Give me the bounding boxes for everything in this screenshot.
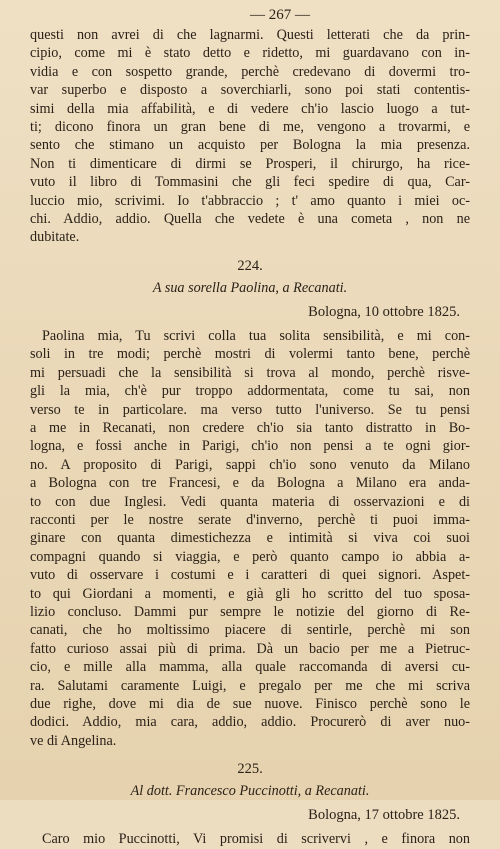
letter-number-225: 225. — [237, 761, 263, 778]
text-line: vuto di osservare i costumi e i caratteri di quei signori. Aspet- — [30, 567, 470, 584]
text-line: luccio mio, scrivimi. Io t'abbraccio ; t' amo quanto i miei oc- — [30, 192, 470, 209]
text-line: ti; dicono finora un gran bene di me, vengono a trovarmi, e — [30, 119, 470, 136]
letter-date-224: Bologna, 10 ottobre 1825. — [308, 303, 460, 320]
text-line: cipio, come mi è stato detto e ridetto, mi guardavano con in- — [30, 45, 470, 62]
text-line: sento che stimano un acquisto per Bologna la mia presenza. — [30, 137, 470, 154]
text-line: cio, e mille alla mamma, alla quale raccomanda di aversi cu- — [30, 659, 470, 676]
text-line: var superbo e disposto a soverchiarli, sono poi stati contentis- — [30, 82, 470, 99]
text-line: racconti per le nostre serate d'inverno, perchè ti puoi imma- — [30, 511, 470, 528]
text-line: logna, e fossi anche in Parigi, ch'io non pensi a te ogni gior- — [30, 438, 470, 455]
text-line: vuto il libro di Tommasini che gli feci spedire di qua, Car- — [30, 174, 470, 191]
text-line: questi non avrei di che lagnarmi. Questi letterati che da prin- — [30, 27, 470, 43]
letter-body-224 — [30, 327, 470, 750]
letter-address-225: Al dott. Francesco Puccinotti, a Recanati. — [130, 783, 370, 800]
text-line: a me in Recanati, non credere ch'io sia tanto distratto in Bo- — [30, 419, 470, 436]
letter-date-225: Bologna, 17 ottobre 1825. — [308, 807, 460, 824]
text-line: ginare con quanta dimestichezza e intimità si viva coi suoi — [30, 530, 470, 547]
letter-continuation-text — [30, 26, 470, 247]
text-line: mi persuadi che la sensibilità si trova al mondo, perchè risve- — [30, 364, 470, 381]
text-line: to qui Giordani a momenti, e già gli ho scritto del tuo sposa- — [30, 585, 470, 602]
text-line: chi. Addio, addio. Quella che vedete è una cometa , non ne — [30, 211, 470, 228]
text-line: canati, che ho moltissimo piacere di sentirle, perchè mi son — [30, 622, 470, 639]
text-line: a Bologna con tre Francesi, e da Bologna a Milano era anda- — [30, 475, 470, 492]
text-line: dodici. Addio, mia cara, addio, addio. Procurerò di aver nuo- — [30, 714, 470, 731]
text-line: ra. Salutami caramente Luigi, e pregalo per me che mi scriva — [30, 677, 470, 694]
text-line: fatto curioso assai più di prima. Dà un bacio per me a Pietruc- — [30, 640, 470, 657]
text-line: soli in tre modi; perchè mostri di volermi tanto bene, perchè — [30, 346, 470, 363]
letter-address-224: A sua sorella Paolina, a Recanati. — [152, 279, 348, 296]
text-line: ve di Angelina. — [30, 732, 117, 749]
letter-number-224: 224. — [237, 257, 263, 274]
text-line: Caro mio Puccinotti, Vi promisi di scrivervi , e finora non — [42, 831, 470, 848]
text-line: no. A proposito di Parigi, sappi ch'io sono venuto da Milano — [30, 456, 470, 473]
text-line: vidia e con sospetto grande, perchè credevano di dovermi tro- — [30, 63, 470, 80]
text-line: lizio concluso. Dammi pur sempre le notizie del giorno di Re- — [30, 603, 470, 620]
text-line: due righe, dove mi dia de sue nuove. Finisco perchè sono le — [30, 696, 470, 712]
text-line: Non ti dimenticare di dirmi se Prosperi, il chirurgo, ha rice- — [30, 155, 470, 172]
text-line: to con due Inglesi. Vedi quanta materia di osservazioni e di — [30, 493, 470, 510]
page-number: — 267 — — [250, 7, 310, 23]
text-line: compagni quando si viaggia, e però quanto campo io abbia a- — [30, 548, 470, 565]
text-line: dubitate. — [30, 229, 80, 246]
text-line: simi della mia affabilità, e di vedere ch'io lascio luogo a tut- — [30, 100, 470, 117]
text-line: verso te in particolare. ma verso tutto l'universo. Se tu pensi — [30, 401, 470, 418]
text-line: Paolina mia, Tu scrivi colla tua solita sensibilità, e mi con- — [42, 327, 470, 344]
letter-body-225 — [30, 830, 470, 848]
text-line: gli la mia, ch'è pur troppo addormentata, come tu sai, non — [30, 383, 470, 400]
